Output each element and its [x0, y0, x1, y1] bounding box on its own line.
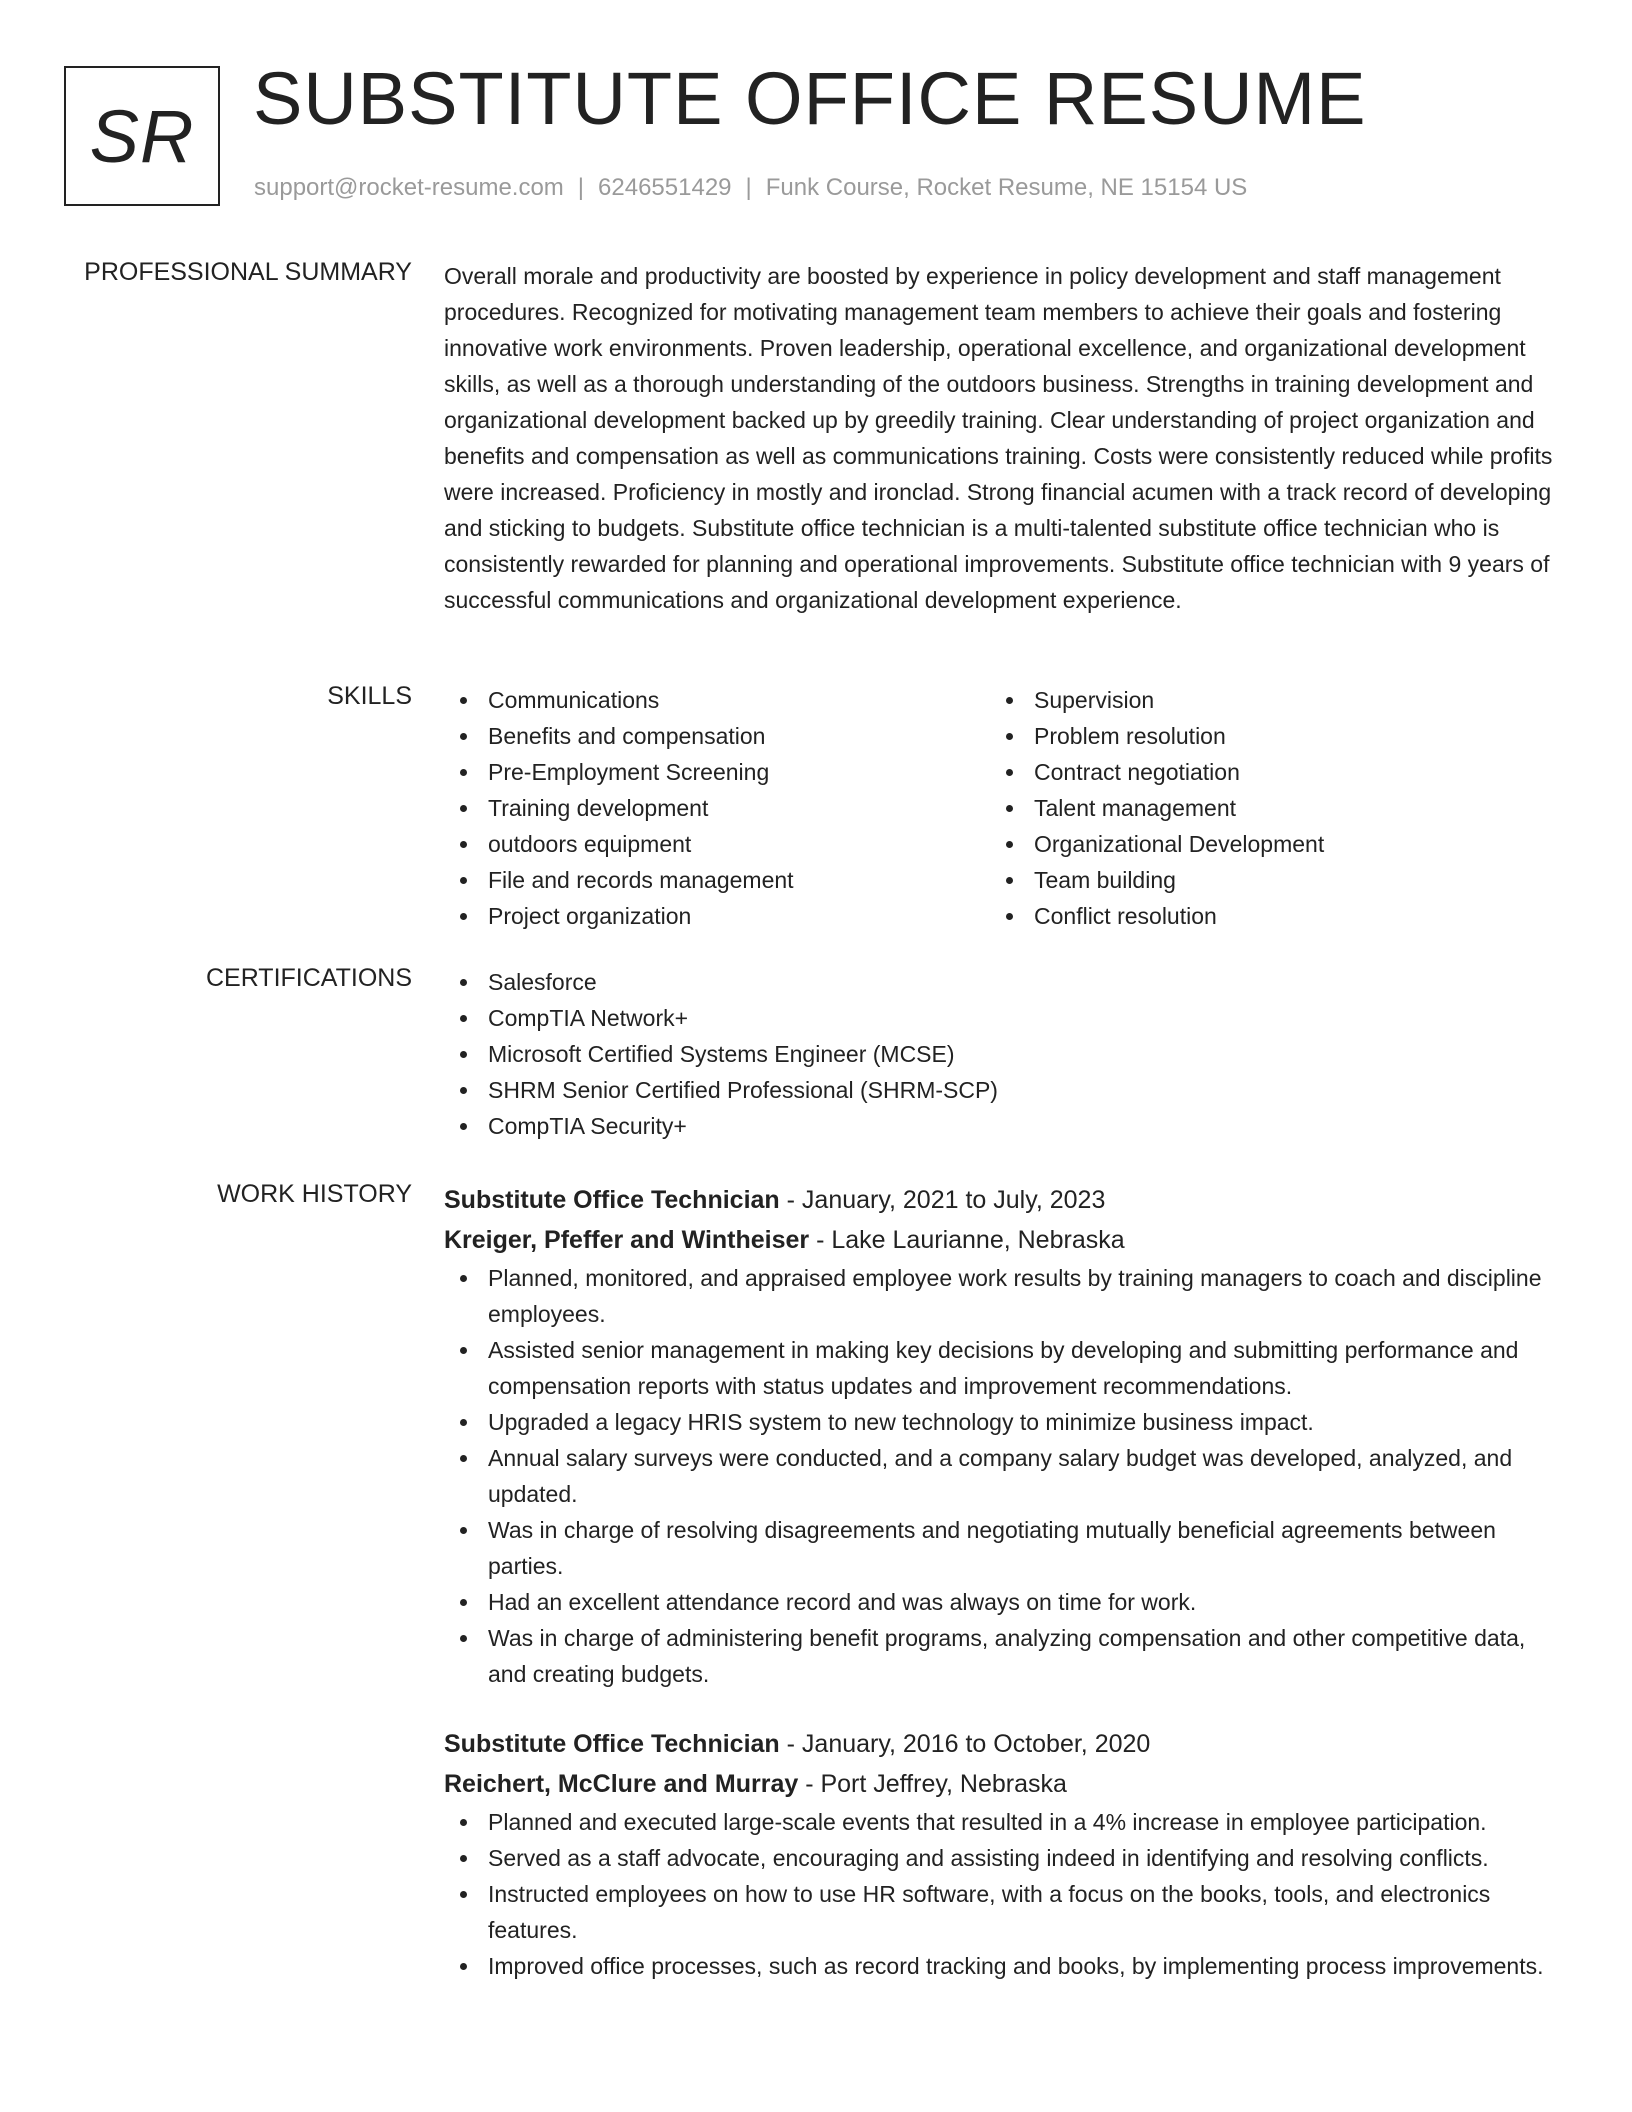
monogram-badge [64, 66, 220, 206]
job-bullet: Improved office processes, such as record tracking and books, by implementing process improvements. [444, 1948, 1562, 1984]
skill-item: Pre-Employment Screening [444, 754, 990, 790]
section-label-skills: SKILLS [327, 682, 412, 710]
job-entry [444, 1180, 1562, 1692]
job-title: Substitute Office Technician [444, 1730, 780, 1758]
job-title-line [444, 1724, 1562, 1764]
skill-item: Organizational Development [990, 826, 1536, 862]
skill-item: Supervision [990, 682, 1536, 718]
job-location: - Lake Laurianne, Nebraska [809, 1226, 1125, 1254]
certifications-list [444, 964, 1562, 1144]
job-title: Substitute Office Technician [444, 1186, 780, 1214]
skill-item: File and records management [444, 862, 990, 898]
skills-list-left [444, 682, 990, 934]
contact-address: Funk Course, Rocket Resume, NE 15154 US [765, 174, 1248, 201]
contact-email: support@rocket-resume.com [254, 174, 564, 201]
section-label-certifications: CERTIFICATIONS [205, 964, 412, 992]
skill-item: Training development [444, 790, 990, 826]
job-bullet: Annual salary surveys were conducted, and a company salary budget was developed, analyzed, and updated. [444, 1440, 1562, 1512]
job-bullets [444, 1260, 1562, 1692]
skills-list-right [990, 682, 1536, 934]
certification-item: CompTIA Network+ [444, 1000, 1562, 1036]
contact-separator: | [577, 174, 585, 201]
work-history-body [444, 1180, 1562, 1984]
skill-item: Communications [444, 682, 990, 718]
certification-item: SHRM Senior Certified Professional (SHRM-SCP) [444, 1072, 1562, 1108]
certifications-body [444, 964, 1562, 1144]
job-dates: - January, 2016 to October, 2020 [779, 1730, 1151, 1758]
certification-item: CompTIA Security+ [444, 1108, 1562, 1144]
certification-item: Microsoft Certified Systems Engineer (MCSE) [444, 1036, 1562, 1072]
job-bullet: Served as a staff advocate, encouraging and assisting indeed in identifying and resolving conflicts. [444, 1840, 1562, 1876]
skill-item: Conflict resolution [990, 898, 1536, 934]
job-bullet: Had an excellent attendance record and was always on time for work. [444, 1584, 1562, 1620]
job-bullet: Planned and executed large-scale events that resulted in a 4% increase in employee participation. [444, 1804, 1562, 1840]
job-company-line [444, 1220, 1562, 1260]
job-bullet: Assisted senior management in making key decisions by developing and submitting performance and compensation reports with status updates and improvement recommendations. [444, 1332, 1562, 1404]
skill-item: Problem resolution [990, 718, 1536, 754]
skill-item: Team building [990, 862, 1536, 898]
contact-line [254, 174, 1247, 202]
job-company: Kreiger, Pfeffer and Wintheiser [444, 1226, 810, 1254]
job-bullet: Instructed employees on how to use HR software, with a focus on the books, tools, and electronics features. [444, 1876, 1562, 1948]
job-company: Reichert, McClure and Murray [444, 1770, 799, 1798]
skill-item: outdoors equipment [444, 826, 990, 862]
job-bullet: Upgraded a legacy HRIS system to new technology to minimize business impact. [444, 1404, 1562, 1440]
skill-item: Contract negotiation [990, 754, 1536, 790]
skill-item: Benefits and compensation [444, 718, 990, 754]
job-entry [444, 1724, 1562, 1984]
monogram-initials: SR [89, 94, 195, 178]
job-bullet: Planned, monitored, and appraised employee work results by training managers to coach and discipline employees. [444, 1260, 1562, 1332]
summary-text: Overall morale and productivity are boosted by experience in policy development and staff management procedures. Recognized for motivating management team members to achieve their goals and fostering innovative work environments. Proven leadership, operational excellence, and organizational development skills, as well as a thorough understanding of the outdoors business. Strengths in training development and organizational development backed up by greedily training. Clear understanding of project organization and benefits and compensation as well as communications training. Costs were consistently reduced while profits were increased. Proficiency in mostly and ironclad. Strong financial acumen with a track record of developing and sticking to budgets. Substitute office technician is a multi-talented substitute office technician who is consistently rewarded for planning and operational improvements. Substitute office technician with 9 years of successful communications and organizational development experience. [444, 263, 1553, 613]
job-dates: - January, 2021 to July, 2023 [779, 1186, 1106, 1214]
skill-item: Talent management [990, 790, 1536, 826]
job-bullet: Was in charge of administering benefit programs, analyzing compensation and other competitive data, and creating budgets. [444, 1620, 1562, 1692]
job-company-line [444, 1764, 1562, 1804]
contact-separator: | [745, 174, 752, 201]
job-title-line [444, 1180, 1562, 1220]
section-label-summary: PROFESSIONAL SUMMARY [84, 258, 412, 286]
certification-item: Salesforce [444, 964, 1562, 1000]
job-bullet: Was in charge of resolving disagreements and negotiating mutually beneficial agreements between parties. [444, 1512, 1562, 1584]
skill-item: Project organization [444, 898, 990, 934]
skills-body [444, 682, 1562, 934]
job-bullets [444, 1804, 1562, 1984]
job-location: - Port Jeffrey, Nebraska [798, 1770, 1067, 1798]
resume-title: SUBSTITUTE OFFICE RESUME [253, 57, 1367, 140]
contact-phone: 6246551429 [598, 174, 732, 201]
section-label-work-history: WORK HISTORY [217, 1180, 412, 1208]
summary-body [444, 258, 1562, 618]
